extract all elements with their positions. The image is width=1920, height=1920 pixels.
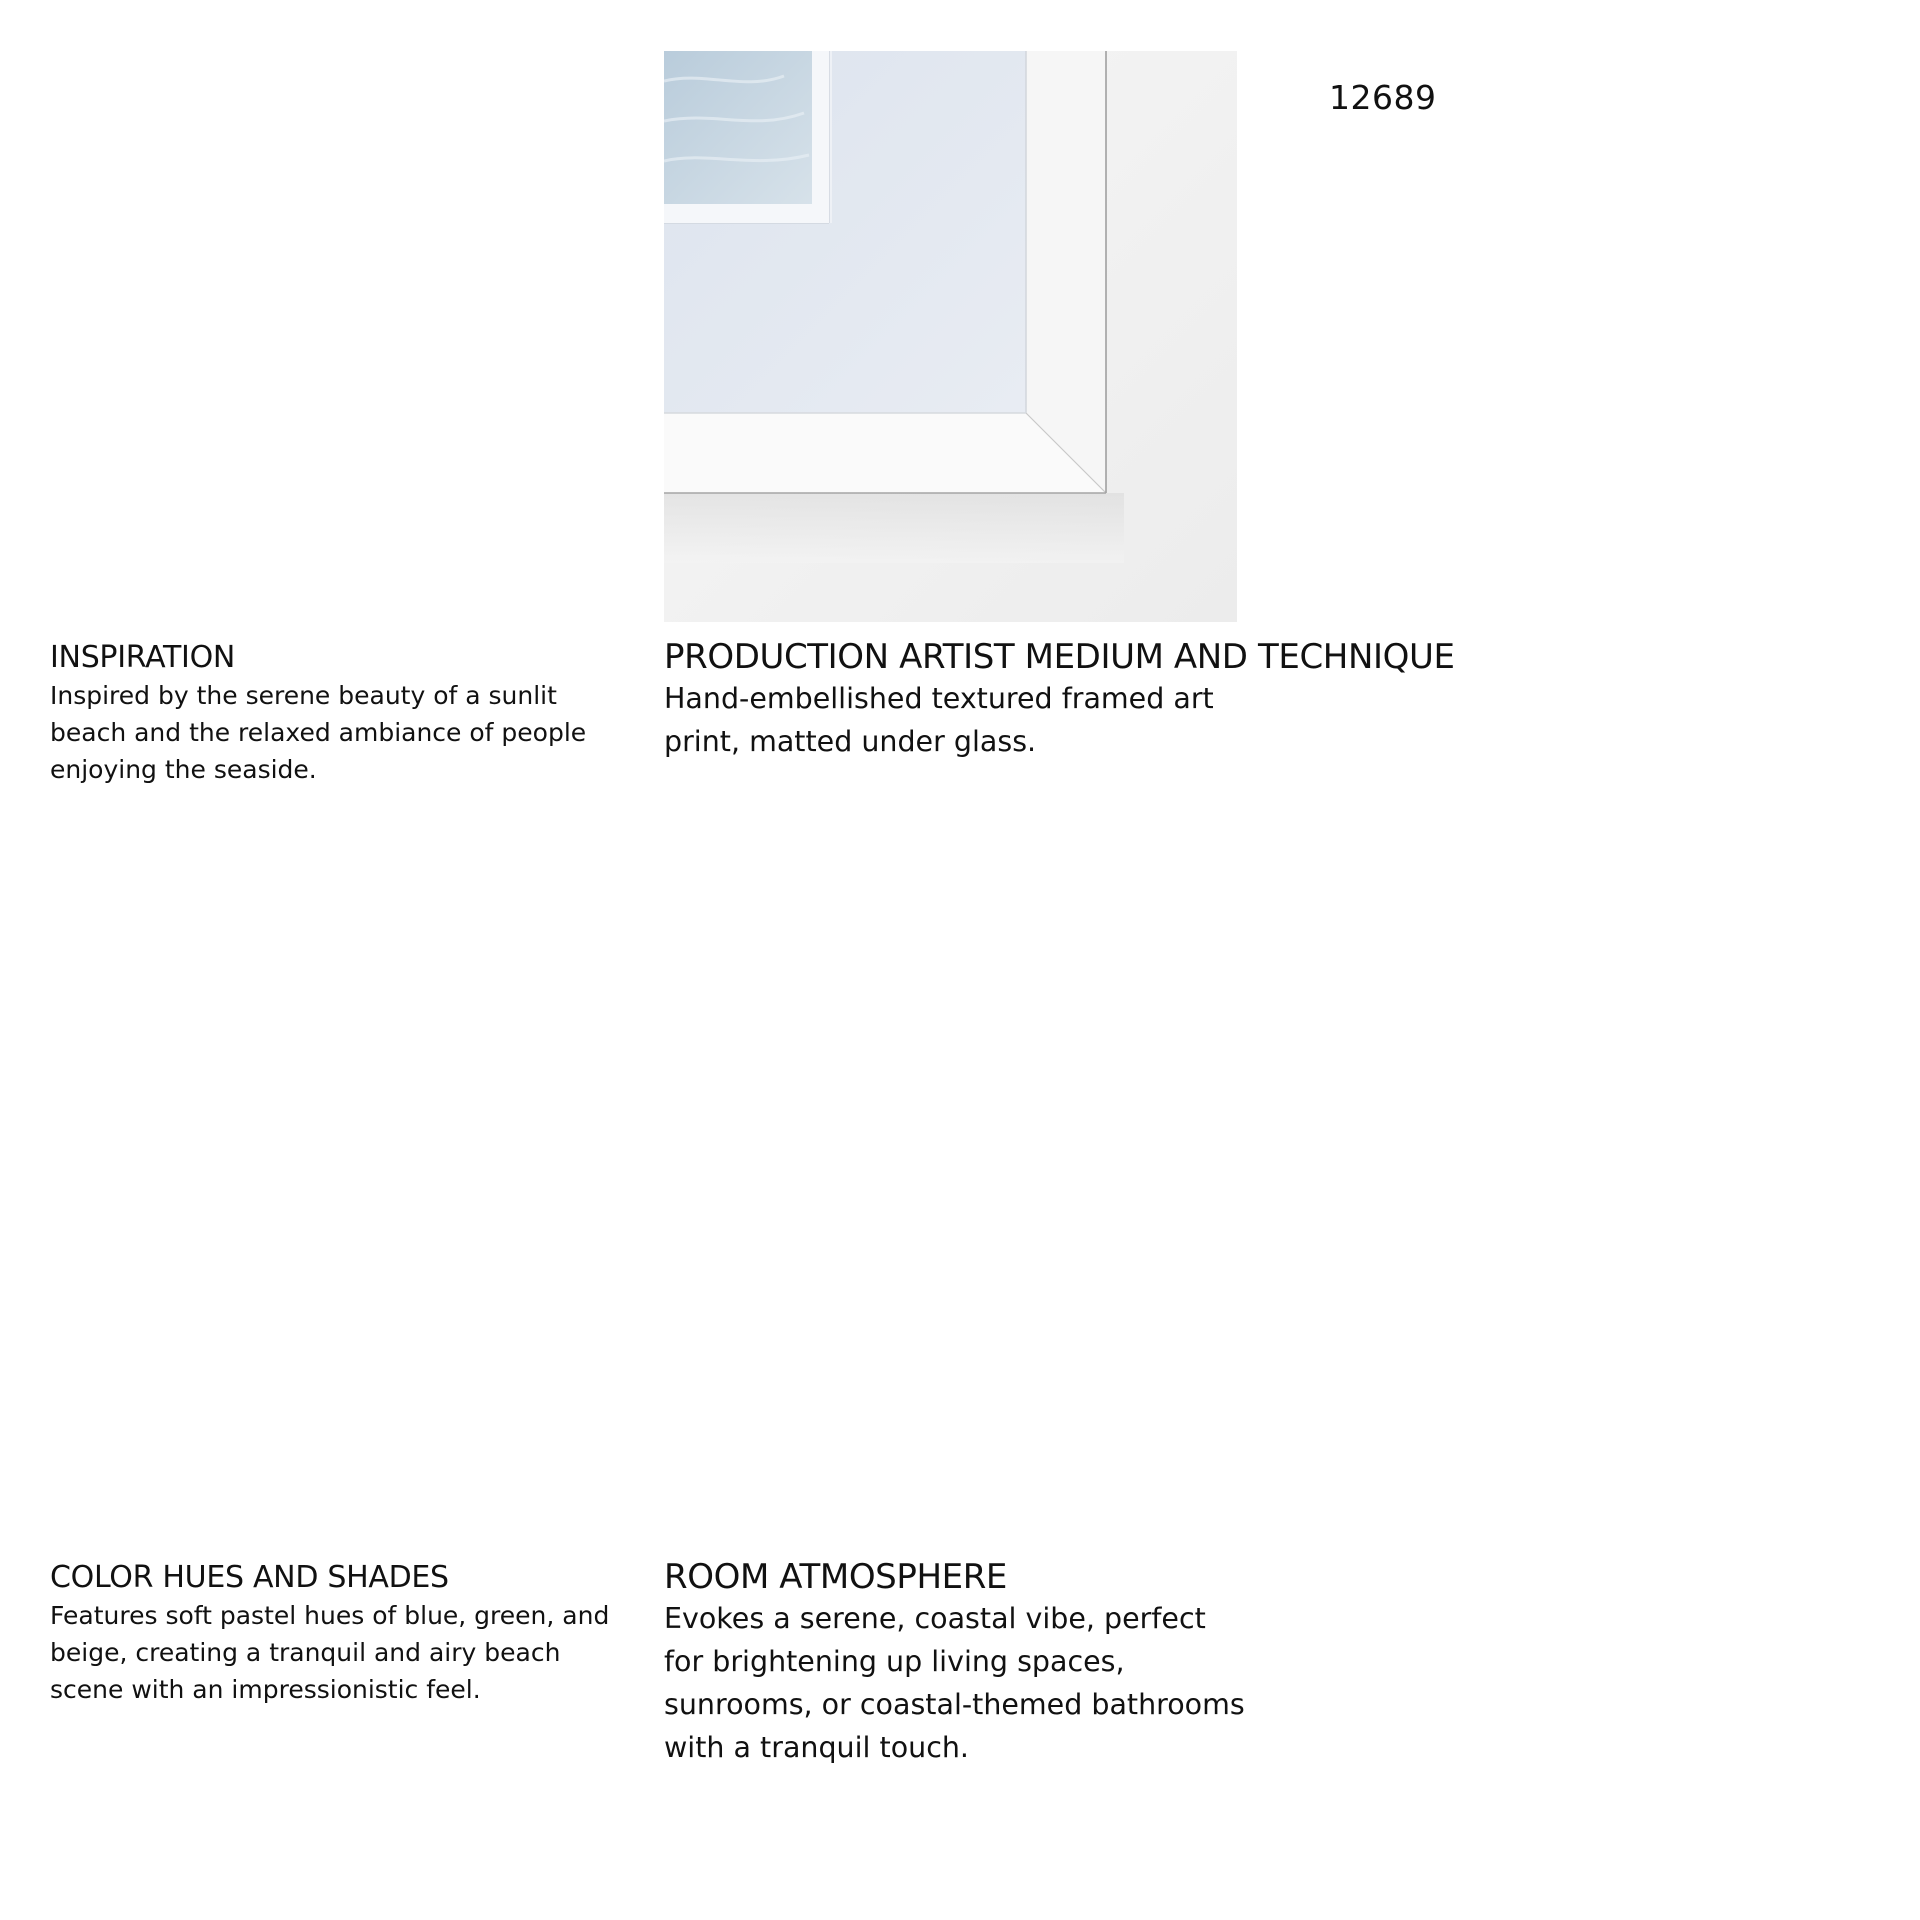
artwork-border-bottom: [664, 204, 829, 223]
frame-corner-icon: [664, 51, 1237, 622]
room-atmosphere-title: ROOM ATMOSPHERE: [664, 1557, 1008, 1597]
inspiration-section: [50, 640, 610, 788]
medium-technique-body: Hand-embellished textured framed art print, matted under glass.: [664, 682, 1214, 758]
medium-technique-section: [664, 637, 1455, 763]
color-hues-body: Features soft pastel hues of blue, green, and beige, creating a tranquil and airy beach scene with an impressionistic feel.: [50, 1601, 610, 1704]
inspiration-body: Inspired by the serene beauty of a sunlit beach and the relaxed ambiance of people enjoying the seaside.: [50, 681, 587, 784]
inspiration-title: INSPIRATION: [50, 640, 236, 675]
artwork-corner: [664, 51, 814, 206]
artwork-border-right: [812, 51, 829, 223]
frame-shadow: [664, 493, 1124, 563]
product-sku: 12689: [1329, 78, 1437, 117]
medium-technique-title: PRODUCTION ARTIST MEDIUM AND TECHNIQUE: [664, 637, 1455, 677]
color-hues-section: [50, 1560, 620, 1708]
color-hues-title: COLOR HUES AND SHADES: [50, 1560, 449, 1595]
room-atmosphere-body: Evokes a serene, coastal vibe, perfect for brightening up living spaces, sunrooms, or coastal-themed bathrooms with a tranquil touch.: [664, 1602, 1245, 1764]
framed-art-corner-photo: [664, 51, 1237, 622]
room-atmosphere-section: [664, 1557, 1264, 1769]
